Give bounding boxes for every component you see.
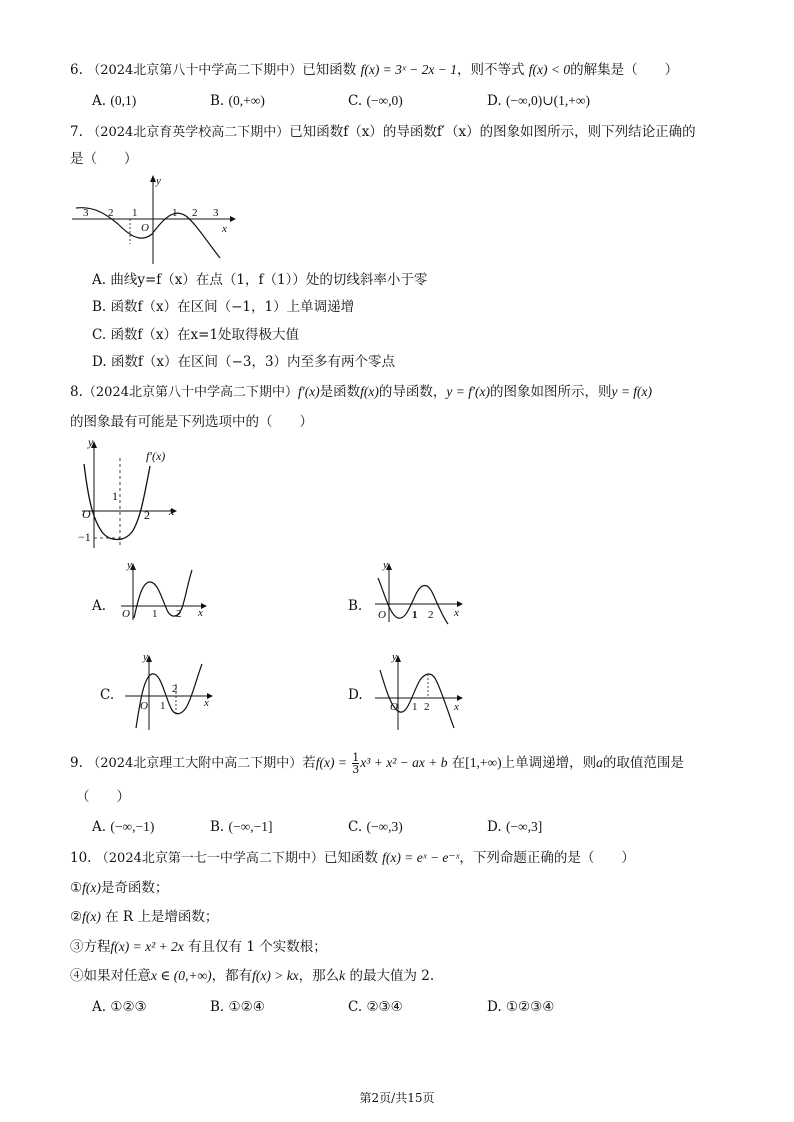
statement-math: f(x) [82, 909, 101, 924]
option-label: D. [92, 354, 107, 370]
option-value: (−∞,0)∪(1,+∞) [505, 93, 590, 108]
q10-statement-2 [70, 908, 218, 926]
q9-option-b[interactable] [210, 818, 272, 836]
option-value: (−∞,−1) [110, 819, 155, 834]
statement-math: f(x) > kx [252, 968, 299, 983]
q10-stem [70, 849, 635, 868]
opt-b-tick-2: 2 [428, 609, 434, 621]
opt-a-tick-1: 1 [152, 608, 158, 620]
option-text: 函数f（x）在x=1处取得极大值 [110, 327, 300, 343]
statement-math: k [339, 968, 346, 983]
option-label: A. [92, 999, 107, 1015]
q8-option-a-graph[interactable] [116, 560, 212, 622]
q8-math: f(x) [360, 384, 379, 399]
q7-stem-line2: 是（ ） [70, 151, 138, 167]
q9-option-a[interactable] [92, 818, 154, 836]
q7-tick-n2: 2 [108, 207, 114, 219]
option-label: D. [487, 999, 502, 1015]
opt-a-origin: O [122, 608, 130, 620]
q8-option-d-label[interactable]: D. [348, 687, 363, 703]
statement-text: 如果对任意 [83, 968, 151, 984]
opt-d-x: x [454, 701, 459, 713]
q8-math: f′(x) [297, 384, 320, 399]
q7-stem-line1 [70, 123, 696, 142]
statement-mark: ① [70, 880, 83, 896]
q6-text-post: 的解集是（ ） [570, 62, 679, 78]
page-footer: 第2页/共15页 [359, 1091, 435, 1105]
q8-derivative-graph [72, 436, 182, 556]
option-value: ①②③④ [505, 999, 555, 1015]
option-label: A. [92, 272, 107, 288]
option-label: C. [348, 93, 363, 109]
q7-option-b[interactable] [92, 298, 354, 316]
option-label: B. [210, 999, 225, 1015]
q6-function: f(x) = 3ˣ − 2x − 1 [360, 62, 457, 77]
q8-option-a-label[interactable]: A. [92, 598, 107, 614]
q6-stem [70, 61, 678, 80]
q7-tick-p2: 2 [192, 207, 198, 219]
opt-c-y: y [143, 651, 148, 663]
option-value: (−∞,−1] [228, 819, 273, 834]
opt-b-origin: O [378, 609, 386, 621]
q7-source: （2024北京育英学校高二下期中） [87, 125, 290, 140]
q8-math: y = f′(x) [446, 384, 490, 399]
q6-option-d[interactable] [487, 92, 590, 110]
statement-text: ，那么 [298, 968, 340, 984]
option-label: A. [92, 93, 107, 109]
q10-statement-1 [70, 879, 168, 897]
option-label: B. [92, 299, 107, 315]
q9-paren: （ ） [76, 789, 130, 805]
q7-tick-n3: 3 [83, 207, 89, 219]
opt-b-y: y [383, 559, 388, 571]
q10-statement-4 [70, 967, 434, 985]
q9-number: 9. [70, 755, 83, 771]
q9-interval: [1,+∞) [465, 755, 502, 770]
q10-statement-3 [70, 938, 327, 956]
option-text: 函数f（x）在区间（−1，1）上单调递增 [110, 299, 355, 315]
frac-num: 1 [352, 751, 360, 764]
option-label: A. [92, 819, 107, 835]
option-value: (−∞,3] [505, 819, 543, 834]
q9-option-d[interactable] [487, 818, 542, 836]
statement-text: 是奇函数； [100, 880, 169, 896]
q8-option-d-graph[interactable] [372, 650, 468, 732]
opt-c-origin: O [140, 700, 148, 712]
q7-derivative-graph [70, 172, 240, 267]
statement-text: ，都有 [211, 968, 253, 984]
q8-tick-2: 2 [144, 508, 150, 522]
q8-origin: O [82, 507, 91, 521]
option-value: ②③④ [366, 999, 403, 1015]
q7-number: 7. [70, 124, 83, 140]
q9-text: 上单调递增，则 [501, 755, 597, 771]
q7-option-c[interactable] [92, 326, 299, 344]
q10-text: 已知函数 [323, 850, 378, 866]
q8-option-b-label[interactable]: B. [348, 598, 363, 614]
opt-b-x: x [454, 607, 459, 619]
q7-x-label: x [222, 223, 227, 235]
statement-text: 有且仅有 1 个实数根； [188, 939, 327, 955]
q10-option-d[interactable] [487, 998, 554, 1016]
q8-text: 的导函数， [378, 384, 447, 400]
q8-math: y = f(x) [611, 384, 653, 399]
q10-number: 10. [70, 850, 92, 866]
q9-source: （2024北京理工大附中高二下期中） [87, 756, 303, 771]
q10-option-b[interactable] [210, 998, 265, 1016]
q6-text-pre: 已知函数 [302, 62, 357, 78]
option-value: ①②③ [110, 999, 147, 1015]
q8-y-label: y [88, 435, 94, 449]
option-label: C. [348, 999, 363, 1015]
q7-y-label: y [156, 175, 161, 187]
statement-text: 在 R 上是增函数； [105, 909, 219, 925]
q6-option-b[interactable] [210, 92, 265, 110]
q8-stem-line1 [70, 383, 652, 402]
q8-number: 8. [70, 384, 83, 400]
option-label: C. [348, 819, 363, 835]
statement-mark: ④ [70, 968, 84, 984]
q9-math: x³ + x² − ax + b [360, 755, 448, 770]
option-value: (0,+∞) [228, 93, 265, 108]
statement-math: x ∈ (0,+∞) [151, 968, 212, 983]
option-value: (−∞,0) [366, 93, 403, 108]
q7-option-d[interactable] [92, 353, 395, 371]
q9-text: 在 [451, 755, 466, 771]
q7-tick-p1: 1 [172, 207, 178, 219]
q8-x-label: x [169, 504, 175, 518]
option-value: ①②④ [228, 999, 265, 1015]
q7-option-a[interactable] [92, 271, 427, 289]
q9-fraction [352, 752, 359, 775]
opt-d-y: y [392, 651, 397, 663]
q8-source: （2024北京第八十中学高二下期中） [82, 385, 298, 400]
q8-stem-line2: 的图象最有可能是下列选项中的（ ） [70, 414, 313, 430]
q8-fprime-label: f′(x) [146, 449, 166, 463]
opt-d-origin: O [390, 701, 398, 713]
q6-option-a[interactable] [92, 92, 136, 110]
q10-function: f(x) = eˣ − e⁻ˣ [382, 850, 460, 865]
q6-inequality: f(x) < 0 [528, 62, 571, 77]
statement-mark: ③ [70, 939, 84, 955]
q8-option-c-label[interactable]: C. [100, 687, 115, 703]
q9-text: 的取值范围是 [602, 755, 684, 771]
q7-origin: O [141, 222, 149, 234]
q6-text-mid: ，则不等式 [456, 62, 525, 78]
q6-source: （2024北京第八十中学高二下期中） [87, 63, 303, 78]
q8-tick-1: 1 [112, 489, 118, 503]
q8-tick-neg1: −1 [78, 530, 91, 544]
statement-text: 的最大值为 2. [349, 968, 435, 984]
q10-source: （2024北京第一七一中学高二下期中） [95, 851, 324, 866]
q7-tick-p3: 3 [213, 207, 219, 219]
q6-number: 6. [70, 62, 83, 78]
opt-c-tick-1: 1 [160, 700, 166, 712]
statement-mark: ② [70, 909, 83, 925]
q6-option-c[interactable] [348, 92, 403, 110]
option-label: B. [210, 819, 225, 835]
frac-den: 3 [352, 763, 360, 776]
option-label: D. [487, 93, 502, 109]
q8-option-c-graph[interactable] [122, 650, 218, 732]
q7-text1: 已知函数f（x）的导函数f′（x）的图象如图所示，则下列结论正确的 [289, 124, 696, 140]
q9-option-c[interactable] [348, 818, 403, 836]
q9-text: 若 [302, 755, 316, 771]
opt-d-tick-1: 1 [412, 701, 418, 713]
option-value: (−∞,3) [366, 819, 403, 834]
opt-c-tick-2: 2 [172, 683, 178, 695]
statement-text: 方程 [83, 939, 111, 955]
q8-text: 的图象如图所示，则 [489, 384, 612, 400]
q9-stem [70, 752, 684, 775]
opt-c-x: x [204, 697, 209, 709]
option-text: 函数f（x）在区间（−3，3）内至多有两个零点 [110, 354, 396, 370]
option-value: (0,1) [110, 93, 137, 108]
opt-b-tick-1: 1 [412, 609, 418, 621]
opt-a-x: x [198, 607, 203, 619]
option-text: 曲线y=f（x）在点（1，f（1））处的切线斜率小于零 [110, 272, 428, 288]
q10-option-a[interactable] [92, 998, 147, 1016]
option-label: B. [210, 93, 225, 109]
q10-text: ，下列命题正确的是（ ） [459, 850, 635, 866]
q10-option-c[interactable] [348, 998, 403, 1016]
option-label: C. [92, 327, 107, 343]
q8-text: 是函数 [319, 384, 361, 400]
q7-tick-n1: 1 [132, 207, 138, 219]
option-label: D. [487, 819, 502, 835]
opt-d-tick-2: 2 [424, 701, 430, 713]
q9-math: f(x) = [315, 755, 347, 770]
q8-option-b-graph[interactable] [372, 560, 468, 626]
statement-math: f(x) = x² + 2x [110, 939, 184, 954]
opt-a-tick-2: 2 [176, 608, 182, 620]
opt-a-y: y [127, 559, 132, 571]
statement-math: f(x) [82, 880, 101, 895]
q9-var: a [596, 755, 603, 770]
